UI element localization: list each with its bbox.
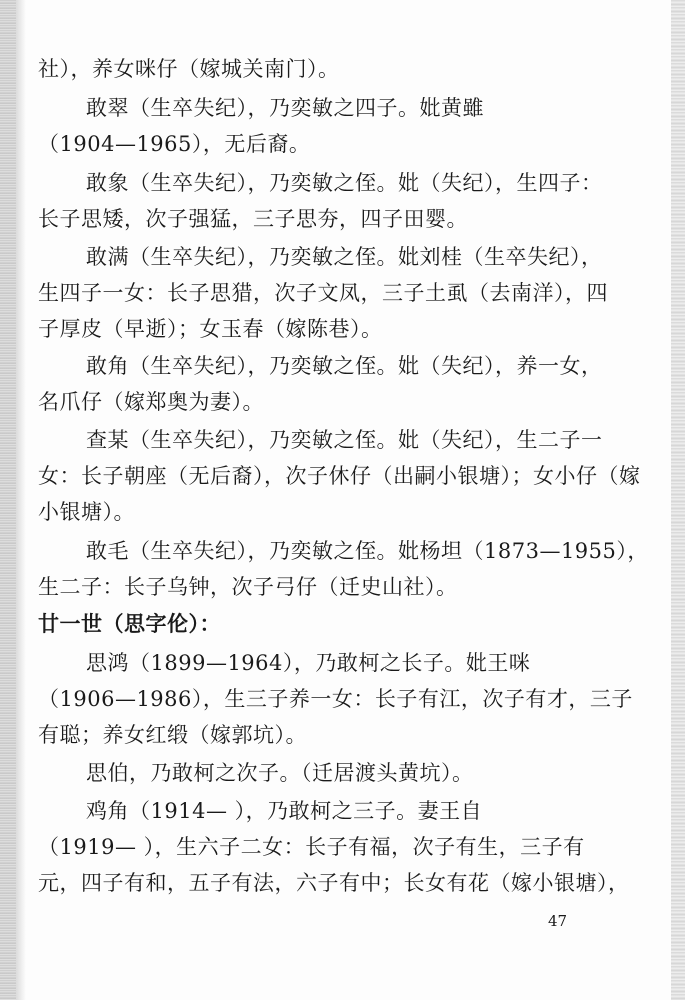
text-line: 有聪；养女红缎（嫁郭坑）。 xyxy=(38,723,307,747)
text-line: 敢翠（生卒失纪），乃奕敏之四子。妣黄雖 xyxy=(86,96,484,120)
text-line: 生四子一女：长子思猎，次子文凤，三子土虱（去南洋），四 xyxy=(38,281,608,305)
text-line: 社），养女咪仔（嫁城关南门）。 xyxy=(38,57,340,81)
page-number: 47 xyxy=(548,912,568,930)
text-line: 子厚皮（早逝）；女玉春（嫁陈巷）。 xyxy=(38,317,383,341)
scan-edge-left xyxy=(0,0,16,1000)
scan-edge-shadow xyxy=(16,0,26,1000)
text-line: 鸡角（1914— ），乃敢柯之三子。妻王自 xyxy=(86,799,483,823)
text-line: 思伯，乃敢柯之次子。（迁居渡头黄坑）。 xyxy=(86,761,474,785)
text-line: 敢毛（生卒失纪），乃奕敏之侄。妣杨坦（1873—1955）， xyxy=(86,539,649,563)
text-line: 思鸿（1899—1964），乃敢柯之长子。妣王咪 xyxy=(86,651,531,675)
text-line: 敢满（生卒失纪），乃奕敏之侄。妣刘桂（生卒失纪）， xyxy=(86,245,603,269)
text-line: （1919— ），生六子二女：长子有福，次子有生，三子有 xyxy=(38,835,585,859)
text-line: 元，四子有和，五子有法，六子有中；长女有花（嫁小银塘）， xyxy=(38,871,630,895)
text-line: 长子思矮，次子强猛，三子思夯，四子田婴。 xyxy=(38,207,468,231)
text-line: 敢象（生卒失纪），乃奕敏之侄。妣（失纪），生四子： xyxy=(86,171,603,195)
text-line: 查某（生卒失纪），乃奕敏之侄。妣（失纪），生二子一 xyxy=(86,428,603,452)
text-line: 名爪仔（嫁郑奥为妻）。 xyxy=(38,390,264,414)
text-line: （1906—1986），生三子养一女：长子有江，次子有才，三子 xyxy=(38,687,633,711)
section-heading: 廿一世（思字伦）： xyxy=(38,611,221,636)
text-line: 生二子：长子乌钟，次子弓仔（迁史山社）。 xyxy=(38,575,458,599)
text-line: 小银塘）。 xyxy=(38,500,135,524)
text-line: 女：长子朝座（无后裔），次子休仔（出嗣小银塘）；女小仔（嫁 xyxy=(38,464,641,488)
text-line: （1904—1965），无后裔。 xyxy=(38,132,311,156)
scan-edge-right xyxy=(671,0,685,1000)
text-line: 敢角（生卒失纪），乃奕敏之侄。妣（失纪），养一女， xyxy=(86,354,603,378)
